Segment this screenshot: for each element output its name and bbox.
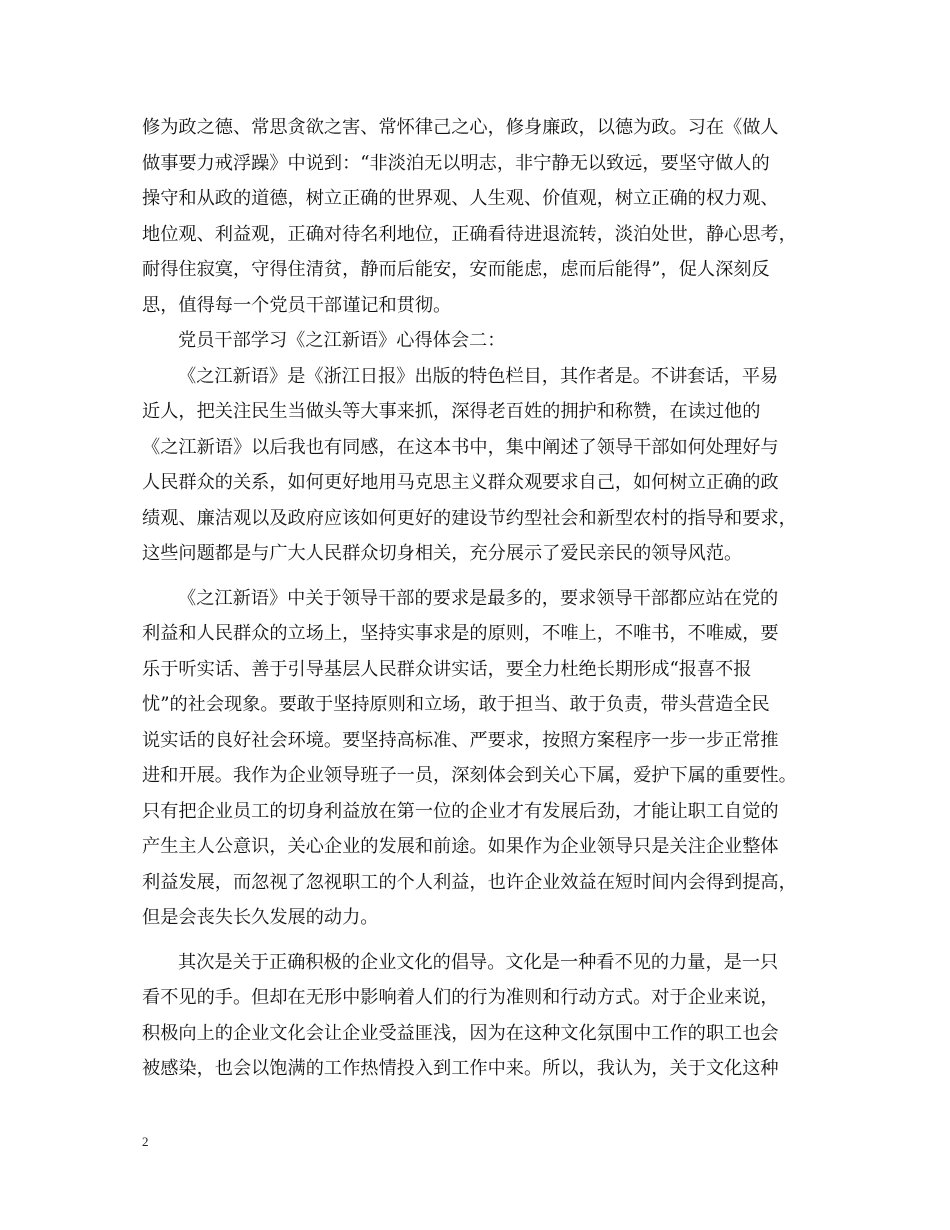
paragraph xyxy=(142,110,822,323)
text-line: 看不见的手。但却在无形中影响着人们的行为准则和行动方式。对于企业来说， xyxy=(142,987,779,1008)
text-line: 进和开展。我作为企业领导班子一员，深刻体会到关心下属，爱护下属的重要性。 xyxy=(142,765,797,786)
text-line: 忧”的社会现象。要敢于坚持原则和立场，敢于担当、敢于负责，带头营造全民 xyxy=(142,694,770,715)
text-line: 这些问题都是与广大人民群众切身相关，充分展示了爱民亲民的领导风范。 xyxy=(142,543,743,564)
text-line: 说实话的良好社会环境。要坚持高标准、严要求，按照方案程序一步一步正常推 xyxy=(142,729,779,751)
text-line: 耐得住寂寞，守得住清贫，静而后能安，安而能虑，虑而后能得”，促人深刻反 xyxy=(142,259,770,280)
text-line: 乐于听实话、善于引导基层人民群众讲实话，要全力杜绝长期形成“报喜不报 xyxy=(142,658,752,680)
text-line: 只有把企业员工的切身利益放在第一位的企业才有发展后劲，才能让职工自觉的 xyxy=(142,800,779,822)
text-line: 利益发展，而忽视了忽视职工的个人利益，也许企业效益在短时间内会得到提高， xyxy=(142,871,797,893)
section-heading xyxy=(142,323,822,359)
text-line: 做事要力戒浮躁》中说到：“非淡泊无以明志，非宁静无以致远，要坚守做人的 xyxy=(142,152,770,174)
text-line: 产生主人公意识，关心企业的发展和前途。如果作为企业领导只是关注企业整体 xyxy=(142,836,779,857)
text-line: 近人，把关注民生当做头等大事来抓，深得老百姓的拥护和称赞，在读过他的 xyxy=(142,401,761,422)
text-line: 但是会丧失长久发展的动力。 xyxy=(142,907,379,928)
text-line: 被感染，也会以饱满的工作热情投入到工作中来。所以，我认为，关于文化这种 xyxy=(142,1058,779,1079)
text-line: 地位观、利益观，正确对待名利地位，正确看待进退流转，淡泊处世，静心思考， xyxy=(142,223,797,245)
paragraph xyxy=(142,581,822,936)
text-line: 其次是关于正确积极的企业文化的倡导。文化是一种看不见的力量，是一只 xyxy=(178,951,779,973)
text-line: 《之江新语》中关于领导干部的要求是最多的，要求领导干部都应站在党的 xyxy=(178,587,779,609)
text-line: 修为政之德、常思贪欲之害、常怀律己之心，修身廉政，以德为政。习在《做人 xyxy=(142,117,779,138)
text-line: 绩观、廉洁观以及政府应该如何更好的建设节约型社会和新型农村的指导和要求， xyxy=(142,507,797,529)
text-line: 《之江新语》以后我也有同感，在这本书中，集中阐述了领导干部如何处理好与 xyxy=(142,436,779,458)
paragraph-spacing xyxy=(142,572,822,581)
page-number: 2 xyxy=(142,1134,149,1149)
text-line: 利益和人民群众的立场上，坚持实事求是的原则，不唯上，不唯书，不唯威，要 xyxy=(142,623,779,644)
text-line: 操守和从政的道德，树立正确的世界观、人生观、价值观，树立正确的权力观、 xyxy=(142,188,779,209)
heading-line: 党员干部学习《之江新语》心得体会二： xyxy=(178,330,506,351)
paragraph xyxy=(142,945,822,1087)
text-line: 《之江新语》是《浙江日报》出版的特色栏目，其作者是。不讲套话，平易 xyxy=(178,365,779,387)
text-line: 人民群众的关系，如何更好地用马克思主义群众观要求自己，如何树立正确的政 xyxy=(142,472,779,493)
document-body xyxy=(142,110,822,1087)
text-line: 思，值得每一个党员干部谨记和贯彻。 xyxy=(142,294,452,316)
text-line: 积极向上的企业文化会让企业受益匪浅，因为在这种文化氛围中工作的职工也会 xyxy=(142,1022,779,1044)
paragraph-spacing xyxy=(142,936,822,945)
paragraph xyxy=(142,359,822,572)
